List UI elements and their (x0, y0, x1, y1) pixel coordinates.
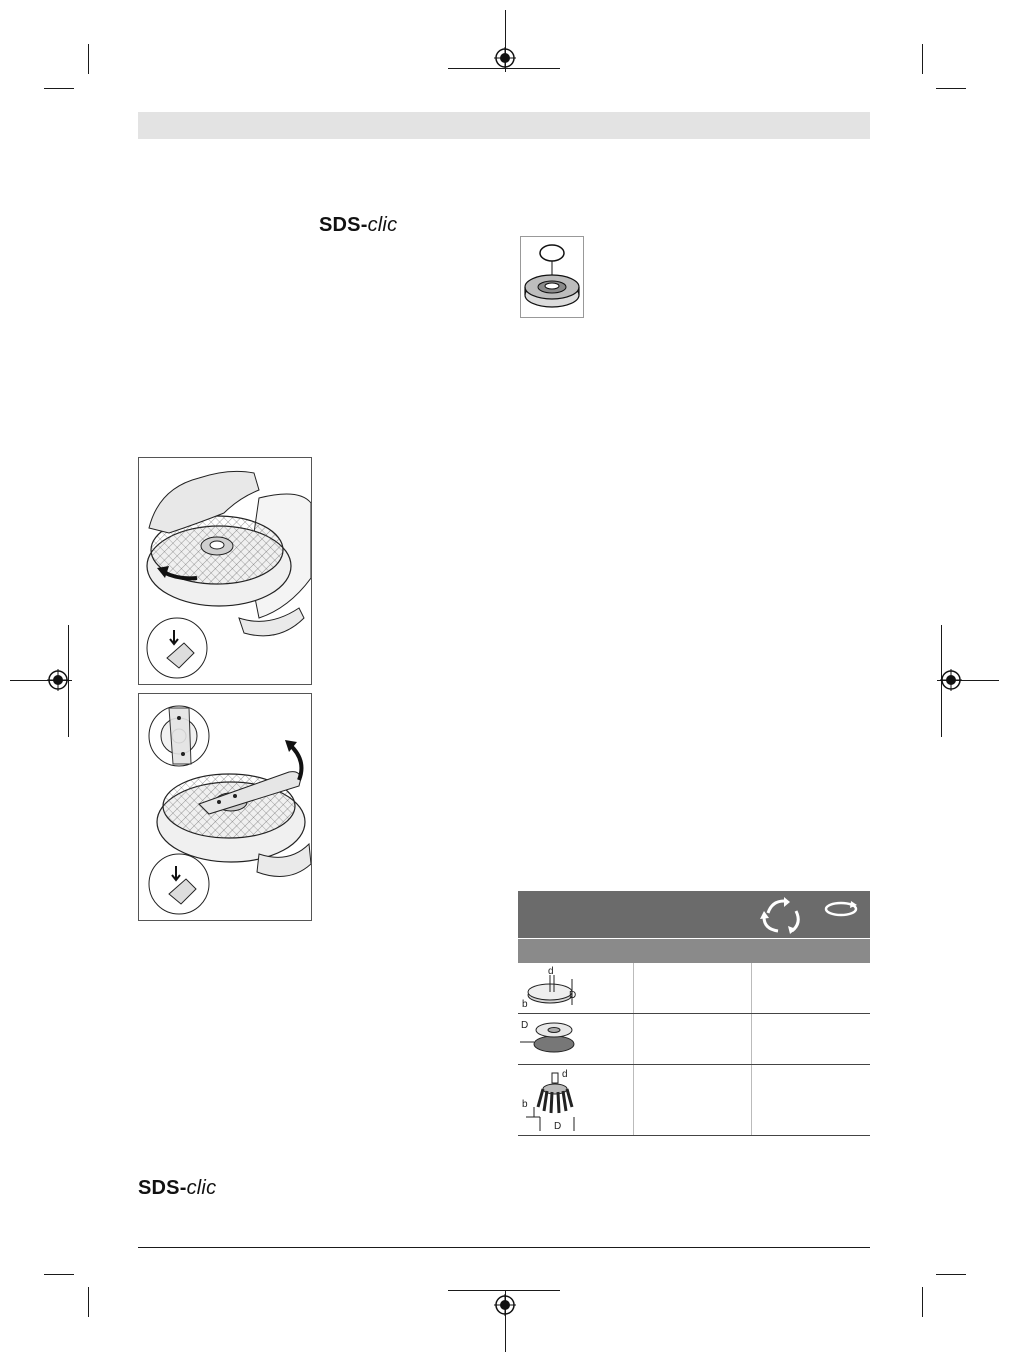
spanner-illustration (138, 693, 312, 921)
accessory-table (518, 891, 870, 1136)
table-header (518, 891, 870, 938)
sds-clic-logo: SDS-clic (138, 1177, 217, 1199)
dimension-label-b: b (522, 1099, 528, 1110)
dimension-label-d: d (548, 966, 554, 977)
registration-mark-icon (47, 669, 69, 691)
registration-mark-icon (940, 669, 962, 691)
table-row (518, 1014, 870, 1065)
clamping-nut-figure (520, 236, 584, 318)
dimension-label-D: D (554, 1121, 562, 1132)
remove-disc-illustration (138, 457, 312, 685)
registration-mark-icon (494, 1294, 516, 1316)
sanding-disc-icon (520, 1016, 580, 1062)
dimension-label-b: b (522, 999, 528, 1010)
table-subheader (518, 938, 870, 963)
cup-brush-icon (520, 1067, 582, 1133)
dimension-label-D: D (569, 990, 577, 1001)
sds-clic-logo: SDS-clic (319, 214, 398, 236)
rotation-arrow-icon (823, 899, 859, 919)
recycle-arrows-icon (758, 897, 804, 935)
two-pin-spanner-icon (139, 694, 311, 920)
dimension-label-D: D (521, 1020, 529, 1031)
table-row (518, 1065, 870, 1136)
dimension-label-d: d (562, 1069, 568, 1080)
clamping-nut-icon (521, 237, 583, 317)
footer-rule (138, 1247, 870, 1248)
grinding-disc-icon (520, 965, 580, 1011)
registration-mark-icon (494, 47, 516, 69)
angle-grinder-hand-icon (139, 458, 311, 684)
table-row (518, 963, 870, 1014)
page-header-bar (138, 112, 870, 139)
